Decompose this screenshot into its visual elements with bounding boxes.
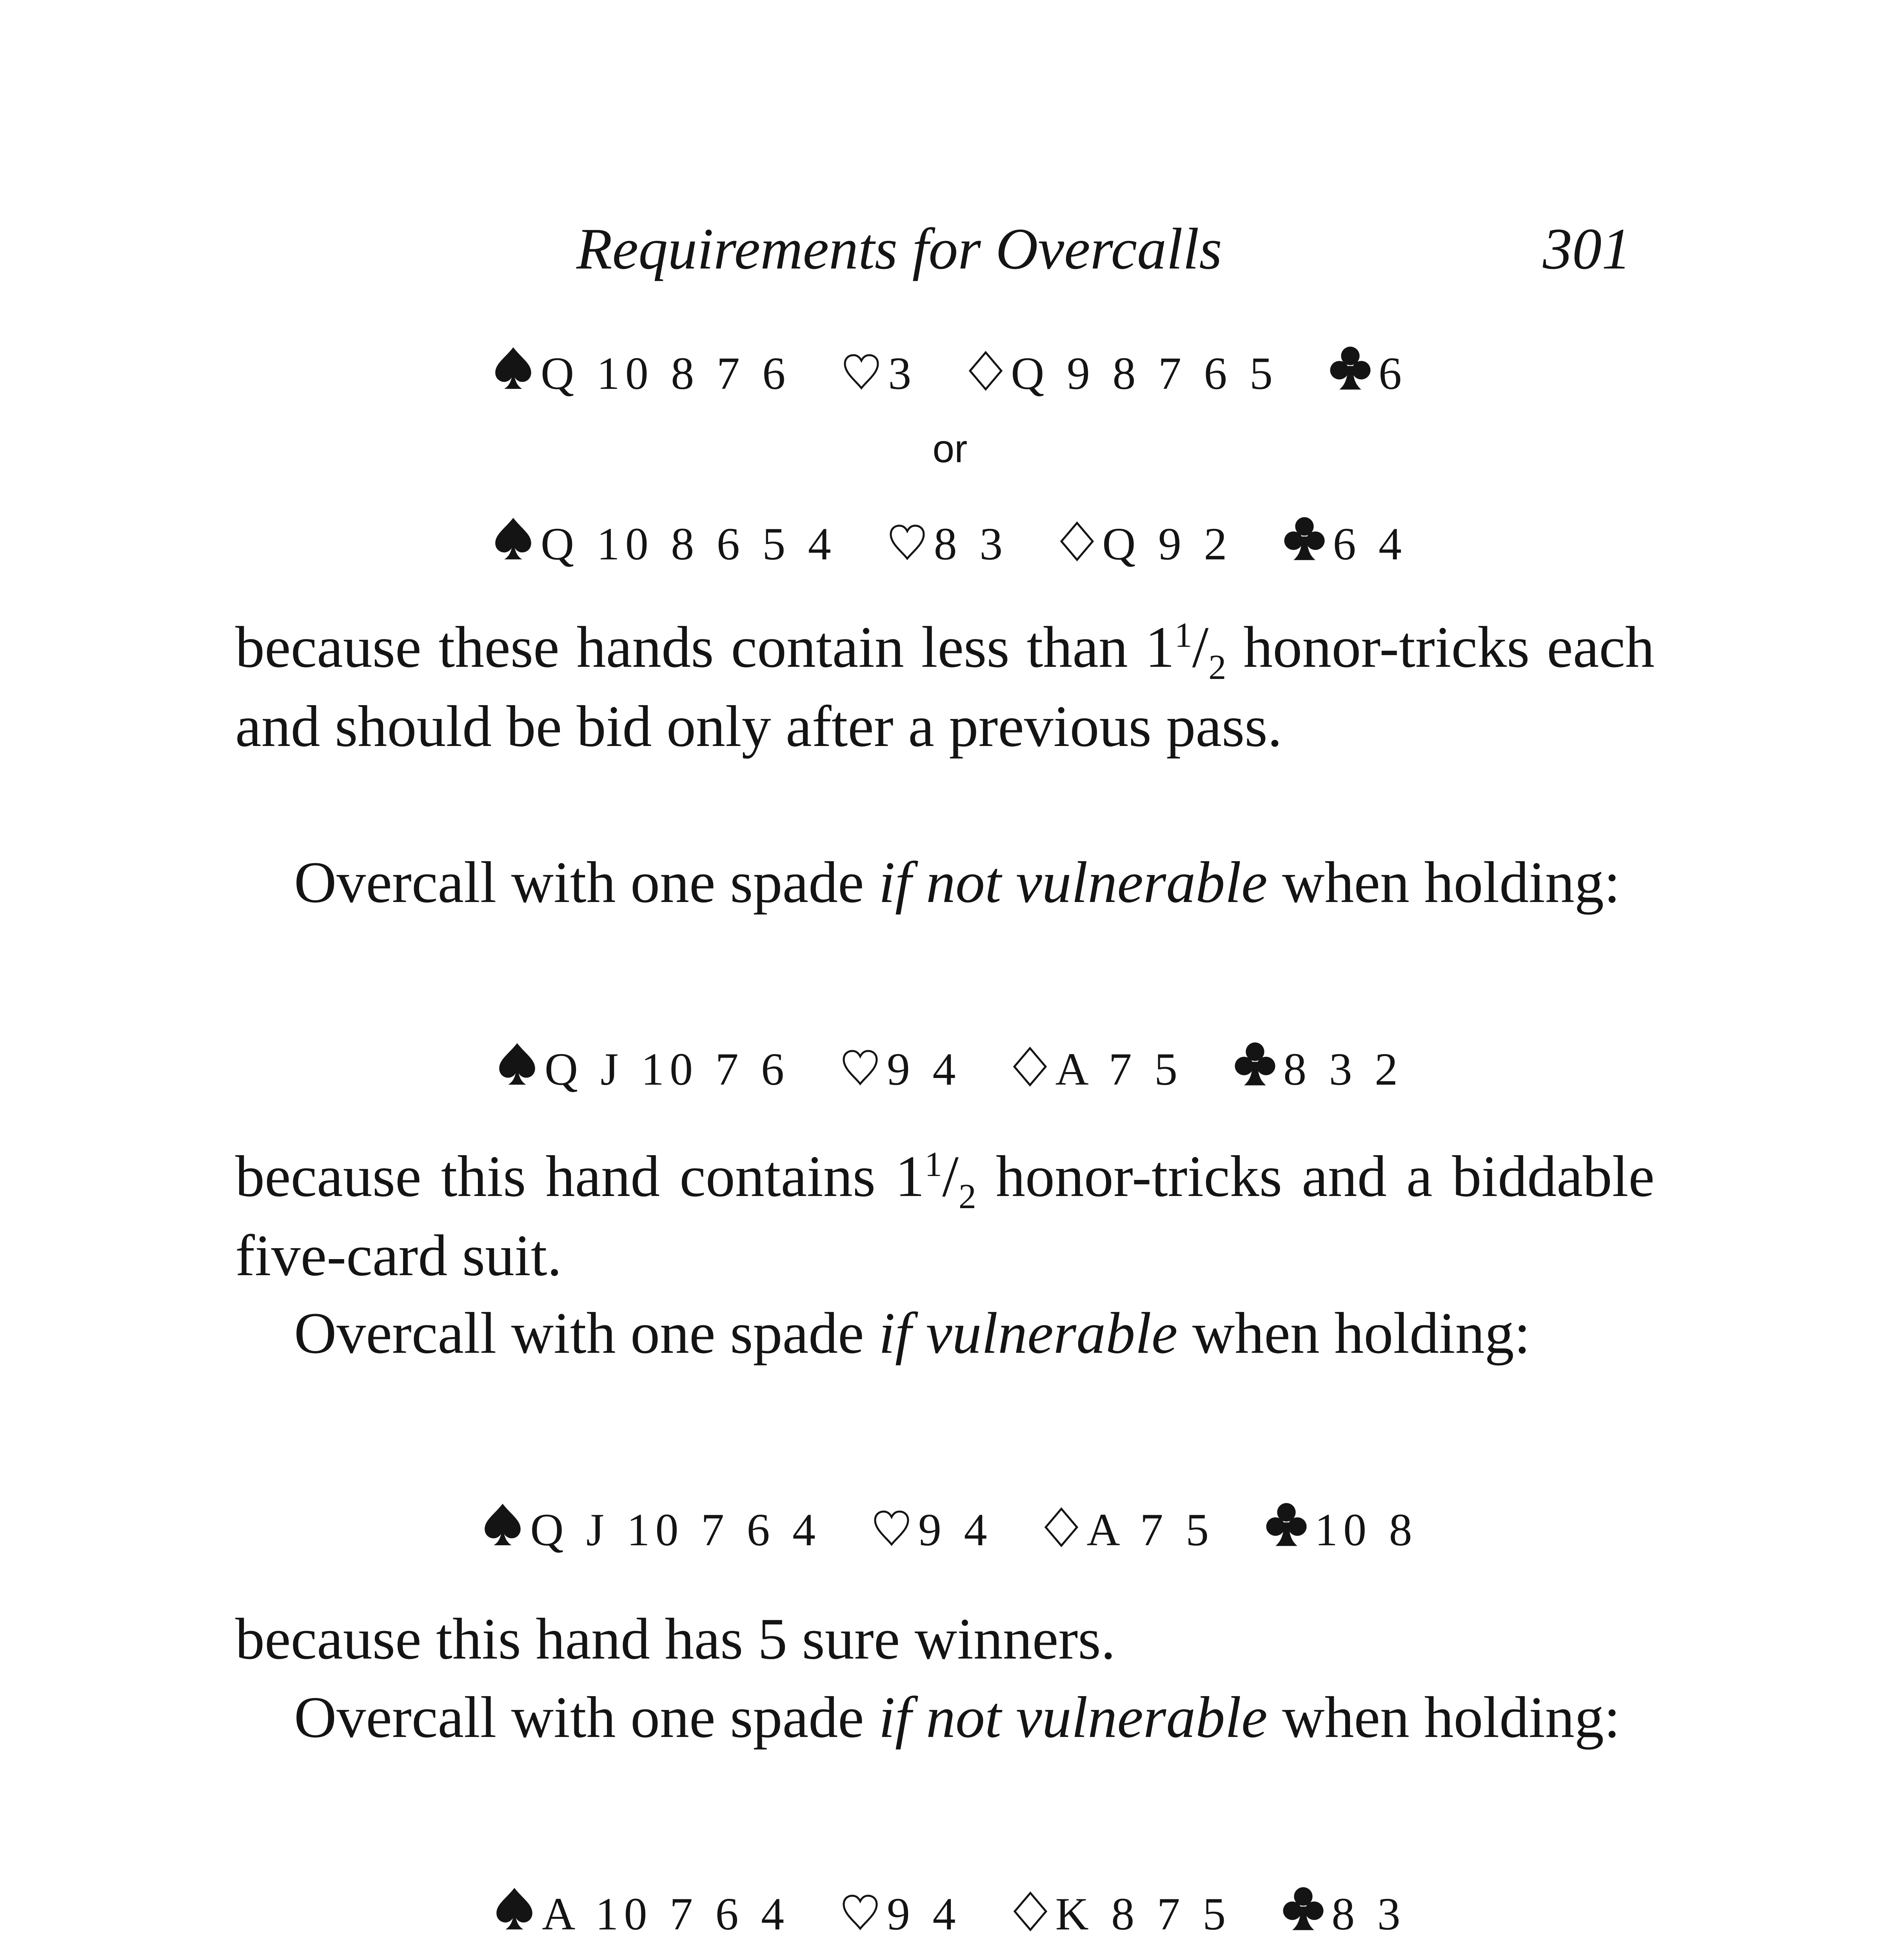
page-number: 301 [1543, 216, 1631, 281]
heart-outline-icon [842, 352, 881, 391]
club-icon [1282, 1886, 1324, 1932]
clubs-cards: 8 3 2 [1283, 1044, 1404, 1095]
club-icon [1234, 1041, 1276, 1087]
clubs-cards: 8 3 [1331, 1888, 1406, 1940]
bridge-hand [0, 1886, 1900, 1940]
spade-icon [493, 515, 534, 562]
spades-cards: A 10 7 6 4 [542, 1888, 790, 1940]
heart-outline-icon [872, 1508, 911, 1548]
diamonds-cards: K 8 7 5 [1055, 1888, 1232, 1940]
diamond-outline-icon [1012, 1891, 1048, 1932]
spade-icon [494, 1886, 535, 1932]
spade-icon [493, 345, 534, 391]
heart-outline-icon [841, 1893, 880, 1932]
club-icon [1283, 515, 1326, 562]
club-icon [1265, 1501, 1308, 1548]
bridge-hand [0, 515, 1900, 570]
spade-icon [497, 1041, 538, 1087]
spades-cards: Q J 10 7 6 [544, 1044, 790, 1095]
heart-outline-icon [841, 1048, 880, 1087]
hearts-cards: 9 4 [887, 1888, 961, 1940]
spades-cards: Q 10 8 7 6 [541, 348, 791, 399]
paragraph: Overcall with one spade if not vulnerable when holding: [294, 1685, 1620, 1750]
diamond-outline-icon [968, 350, 1004, 391]
clubs-cards: 10 8 [1315, 1504, 1418, 1555]
spades-cards: Q 10 8 6 5 4 [541, 518, 837, 570]
hearts-cards: 9 4 [886, 1044, 961, 1095]
paragraph: Overcall with one spade if not vulnerable when holding: [294, 850, 1620, 915]
paragraph: because this hand has 5 sure winners. [235, 1606, 1116, 1671]
heart-outline-icon [888, 523, 927, 562]
diamond-outline-icon [1012, 1046, 1048, 1087]
club-icon [1329, 345, 1371, 391]
diamonds-cards: A 7 5 [1086, 1504, 1215, 1555]
running-head: Requirements for Overcalls [576, 216, 1222, 281]
hearts-cards: 9 4 [918, 1504, 993, 1555]
paragraph: Overcall with one spade if vulnerable when holding: [294, 1301, 1531, 1366]
diamonds-cards: A 7 5 [1055, 1044, 1183, 1095]
bridge-hand [0, 1041, 1900, 1093]
clubs-cards: 6 [1378, 348, 1407, 399]
clubs-cards: 6 4 [1333, 518, 1407, 570]
paragraph: because these hands contain less than $1^1/_2$ honor-tricks each and should be bid only after a previous pass. [235, 615, 1655, 759]
diamonds-cards: Q 9 8 7 6 5 [1011, 348, 1278, 399]
diamond-outline-icon [1059, 521, 1095, 562]
bridge-hand [0, 1501, 1900, 1553]
spades-cards: Q J 10 7 6 4 [530, 1504, 821, 1555]
bridge-hand [0, 345, 1900, 397]
diamonds-cards: Q 9 2 [1102, 518, 1233, 570]
paragraph: because this hand contains $1^1/_2$ honor-tricks and a biddable five-card suit. [235, 1144, 1655, 1288]
hearts-cards: 3 [888, 348, 917, 399]
or-separator: or [932, 427, 968, 471]
diamond-outline-icon [1043, 1507, 1079, 1548]
spade-icon [482, 1501, 523, 1548]
hearts-cards: 8 3 [934, 518, 1008, 570]
